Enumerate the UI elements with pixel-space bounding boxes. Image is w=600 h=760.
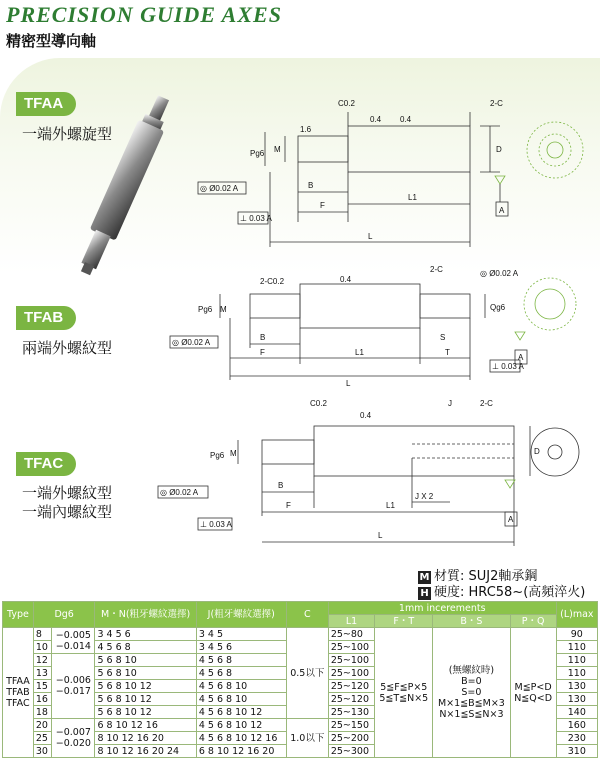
label-tfab-b: B: [260, 333, 266, 342]
type-name-tfac-1: 一端外螺紋型: [22, 484, 113, 502]
label-tfac-b: B: [278, 481, 284, 490]
spec-table: Type Dg6 M・N(粗牙螺紋選擇) J(粗牙螺紋選擇) C 1mm incerements (L)max L1 F・T B・S P・Q TFAA TFAB TFAC 8 −0.005 −0.014 3 4 5 6 3 4 5 0.5以下 25~80 5≦F≦P×5 5≦T≦N×5 (無螺紋時) B=0 S=0 M×1≦B≦M×3 N×1≦S≦N×3 M≦P<D N≦Q<D 90 10 4 5 6 8 3 4 5 6 25~100 110 12 −0.006 −0.017 5 6 8 10 4 5 6 8 25~100 110 13 5 6 8 10 4 5 6 8 25~100 110 15 5 6 8 10 12 4 5 6 8 10 25~120 130 16 5 6 8 10 12 4 5 6 8 10 25~120 130 18 5 6 8 10 12 4 5 6 8 10 12 25~130 140 20 −0.007 −0.020 6 8 10 12 16 4 5 6 8 10 12 1.0以下 25~150 160 25 8 10 12 16 20 4 5 6 8 10 12 16 25~200 230 30 8 10 12 16 20 24 6 8 10 12 16 20 25~300 310: [2, 601, 598, 758]
label-tfab-q: Qg6: [490, 303, 506, 312]
hardness-icon: H: [418, 587, 431, 600]
label-l1: L1: [408, 193, 417, 202]
label-tfac-j: J: [448, 399, 452, 408]
material-icon: M: [419, 572, 430, 583]
shaft-photo: [60, 88, 200, 288]
label-04-g: 0.4: [400, 115, 412, 124]
label-tfac-04: 0.4: [360, 411, 372, 420]
label-tfac-a: A: [508, 515, 514, 524]
page-title: PRECISION GUIDE AXES: [6, 2, 282, 27]
label-tfab-perp: ⊥ 0.03 A: [492, 362, 524, 371]
type-names-cell: TFAA TFAB TFAC: [3, 628, 34, 758]
label-a: A: [499, 206, 505, 215]
page-subtitle: 精密型導向軸: [6, 32, 97, 50]
label-2c: 2-C: [490, 99, 503, 108]
label-c02: C0.2: [338, 99, 355, 108]
label-tfab-m: M: [220, 305, 227, 314]
label-tfac-conc: ◎ Ø0.02 A: [160, 488, 199, 497]
label-tfac-perp: ⊥ 0.03 A: [200, 520, 232, 529]
label-b: B: [308, 181, 314, 190]
label-pg6: Pg6: [250, 149, 265, 158]
label-perp: ⊥ 0.03 A: [240, 214, 272, 223]
label-tfab-04: 0.4: [340, 275, 352, 284]
label-m: M: [274, 145, 281, 154]
label-04: 0.4: [370, 115, 382, 124]
label-conc: ◎ Ø0.02 A: [200, 184, 239, 193]
label-tfab-conc: ◎ Ø0.02 A: [480, 269, 519, 278]
drawing-tfaa: [190, 92, 600, 257]
type-tag-tfab: TFAB: [16, 306, 76, 330]
label-tfab-2c02: 2-C0.2: [260, 277, 285, 286]
label-tfac-m: M: [230, 449, 237, 458]
label-16: 1.6: [300, 125, 312, 134]
label-tfab-a: A: [518, 353, 524, 362]
label-tfab-s: S: [440, 333, 446, 342]
spec-hardness: H 硬度: HRC58~(高頻淬火): [418, 581, 585, 600]
label-tfab-t: T: [445, 348, 450, 357]
label-tfac-d: D: [534, 447, 540, 456]
label-f: F: [320, 201, 325, 210]
label-tfac-pg6: Pg6: [210, 451, 225, 460]
label-tfab-f: F: [260, 348, 265, 357]
drawing-tfac: [150, 396, 600, 556]
label-tfab-l: L: [346, 379, 351, 388]
label-tfab-l1: L1: [355, 348, 364, 357]
label-tfac-2c: 2-C: [480, 399, 493, 408]
type-name-tfaa: 一端外螺旋型: [22, 125, 113, 143]
label-l: L: [368, 232, 373, 241]
label-tfac-l: L: [378, 531, 383, 540]
label-tfac-f: F: [286, 501, 291, 510]
label-tfac-l1: L1: [386, 501, 395, 510]
label-tfac-c02: C0.2: [310, 399, 327, 408]
type-name-tfac-2: 一端內螺紋型: [22, 503, 113, 521]
spec-material: M 材質: SUJ2軸承鋼: [419, 569, 538, 584]
label-tfac-jx2: J X 2: [415, 492, 434, 501]
label-d: D: [496, 145, 502, 154]
label-tfab-conc2: ◎ Ø0.02 A: [172, 338, 211, 347]
label-tfab-pg6: Pg6: [198, 305, 213, 314]
type-tag-tfac: TFAC: [16, 452, 76, 476]
drawing-tfab: [150, 262, 600, 392]
type-tag-tfaa: TFAA: [16, 92, 76, 116]
label-tfab-2c: 2-C: [430, 265, 443, 274]
type-name-tfab: 兩端外螺紋型: [22, 339, 113, 357]
